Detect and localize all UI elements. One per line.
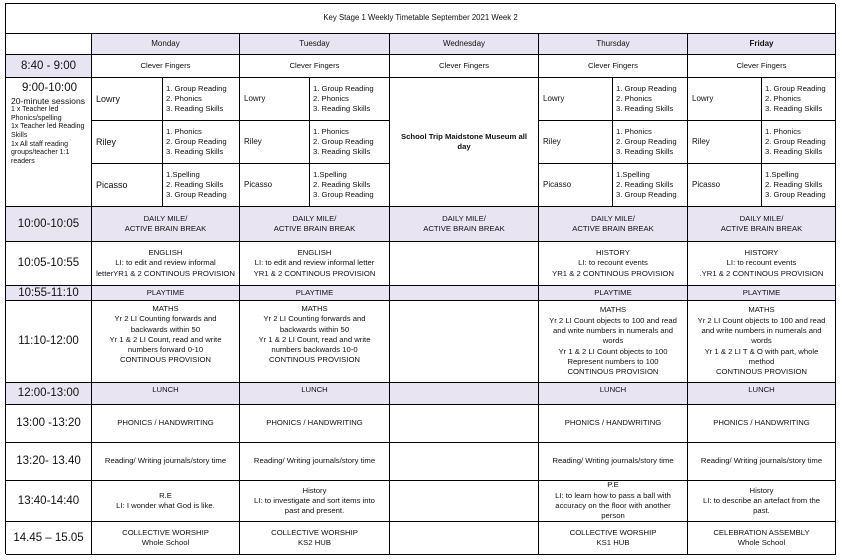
time-slot: 10:55-11:10	[6, 286, 92, 301]
maths-lesson: MATHS Yr 2 LI Count objects to 100 and read and write numbers in numerals and words Yr 1 & 2 LI T & O with part, whole method CONTINOUS PROVISION	[688, 301, 836, 383]
time-slot: 13:00 -13:20	[6, 405, 92, 443]
reading-journals-cell: Reading/ Writing journals/story time	[240, 443, 390, 481]
empty-cell	[390, 522, 539, 555]
session-note: 1x All staff reading groups/teacher 1:1 readers	[11, 140, 70, 165]
english-lesson: ENGLISH LI: to edit and review informal letterYR1 & 2 CONTINOUS PROVISION	[92, 242, 240, 286]
daily-mile-cell: DAILY MILE/ ACTIVE BRAIN BREAK	[390, 207, 539, 242]
phonics-handwriting-cell: PHONICS / HANDWRITING	[240, 405, 390, 443]
empty-cell	[390, 383, 539, 405]
timetable-title: Key Stage 1 Weekly Timetable September 2021 Week 2	[6, 4, 836, 34]
reading-journals-cell: Reading/ Writing journals/story time	[92, 443, 240, 481]
group-activities: 1. Group Reading 2. Phonics 3. Reading Skills	[762, 78, 836, 121]
group-lowry: Lowry	[539, 78, 613, 121]
daily-mile-cell: DAILY MILE/ ACTIVE BRAIN BREAK	[92, 207, 240, 242]
clever-fingers-cell: Clever Fingers	[688, 55, 836, 78]
playtime-cell: PLAYTIME	[539, 286, 688, 301]
history-lesson: History LI: to investigate and sort items into past and present.	[240, 481, 390, 522]
lunch-cell: LUNCH	[92, 383, 240, 405]
worship-cell: COLLECTIVE WORSHIP KS1 HUB	[539, 522, 688, 555]
day-header-tuesday: Tuesday	[240, 34, 390, 55]
group-riley: Riley	[539, 121, 613, 164]
reading-session-time-cell	[6, 78, 92, 207]
history-lesson: HISTORY LI: to recount events .YR1 & 2 CONTINOUS PROVISION	[688, 242, 836, 286]
group-lowry: Lowry	[688, 78, 762, 121]
lunch-cell: LUNCH	[688, 383, 836, 405]
maths-lesson: MATHS Yr 2 LI Counting forwards and backwards within 50 Yr 1 & 2 LI Count, read and write numbers backwards 10-0 CONTINOUS PROVISION	[240, 301, 390, 383]
session-note: 1x Teacher led Reading Skills	[11, 123, 85, 139]
phonics-handwriting-cell: PHONICS / HANDWRITING	[688, 405, 836, 443]
group-activities: 1.Spelling 2. Reading Skills 3. Group Reading	[163, 164, 240, 207]
phonics-handwriting-cell: PHONICS / HANDWRITING	[92, 405, 240, 443]
re-lesson: R.E LI: I wonder what God is like.	[92, 481, 240, 522]
lunch-cell: LUNCH	[240, 383, 390, 405]
phonics-handwriting-cell: PHONICS / HANDWRITING	[539, 405, 688, 443]
group-picasso: Picasso	[240, 164, 310, 207]
group-activities: 1. Group Reading 2. Phonics 3. Reading Skills	[163, 78, 240, 121]
group-activities: 1. Group Reading 2. Phonics 3. Reading Skills	[613, 78, 688, 121]
clever-fingers-cell: Clever Fingers	[390, 55, 539, 78]
time-slot: 10:00-10:05	[6, 207, 92, 242]
maths-lesson: MATHS Yr 2 LI Counting forwards and backwards within 50 Yr 1 & 2 LI Count, read and write numbers forward 0-10 CONTINOUS PROVISION	[92, 301, 240, 383]
playtime-cell: PLAYTIME	[240, 286, 390, 301]
assembly-cell: CELEBRATION ASSEMBLY Whole School	[688, 522, 836, 555]
time-slot: 9:00-10:00	[22, 82, 77, 94]
group-activities: 1. Group Reading 2. Phonics 3. Reading Skills	[310, 78, 390, 121]
time-slot: 13:40-14:40	[6, 481, 92, 522]
clever-fingers-cell: Clever Fingers	[539, 55, 688, 78]
group-activities: 1. Phonics 2. Group Reading 3. Reading Skills	[163, 121, 240, 164]
maths-lesson: MATHS Yr 2 LI Count objects to 100 and read and write numbers in numerals and words Yr 1 & 2 LI Count objects to 100 Represent numbers to 100 CONTINOUS PROVISION	[539, 301, 688, 383]
day-header-thursday: Thursday	[539, 34, 688, 55]
daily-mile-cell: DAILY MILE/ ACTIVE BRAIN BREAK	[240, 207, 390, 242]
group-activities: 1.Spelling 2. Reading Skills 3. Group Reading	[310, 164, 390, 207]
daily-mile-cell: DAILY MILE/ ACTIVE BRAIN BREAK	[539, 207, 688, 242]
group-riley: Riley	[688, 121, 762, 164]
clever-fingers-cell: Clever Fingers	[92, 55, 240, 78]
day-header-wednesday: Wednesday	[390, 34, 539, 55]
reading-journals-cell: Reading/ Writing journals/story time	[539, 443, 688, 481]
history-lesson: History LI: to describe an artefact from the past.	[688, 481, 836, 522]
group-picasso: Picasso	[539, 164, 613, 207]
time-slot: 11:10-12:00	[6, 301, 92, 383]
lunch-cell: LUNCH	[539, 383, 688, 405]
header-blank-cell	[6, 34, 92, 55]
day-header-friday: Friday	[688, 34, 836, 55]
history-lesson: HISTORY LI: to recount events YR1 & 2 CONTINOUS PROVISION	[539, 242, 688, 286]
clever-fingers-cell: Clever Fingers	[240, 55, 390, 78]
group-activities: 1. Phonics 2. Group Reading 3. Reading Skills	[310, 121, 390, 164]
group-lowry: Lowry	[92, 78, 163, 121]
empty-cell	[390, 481, 539, 522]
empty-cell	[390, 242, 539, 286]
reading-journals-cell: Reading/ Writing journals/story time	[688, 443, 836, 481]
worship-cell: COLLECTIVE WORSHIP KS2 HUB	[240, 522, 390, 555]
english-lesson: ENGLISH LI: to edit and review informal letter YR1 & 2 CONTINOUS PROVISION	[240, 242, 390, 286]
session-heading: 20-minute sessions	[11, 96, 86, 106]
playtime-cell: PLAYTIME	[688, 286, 836, 301]
empty-cell	[390, 443, 539, 481]
empty-cell	[390, 405, 539, 443]
group-activities: 1.Spelling 2. Reading Skills 3. Group Reading	[762, 164, 836, 207]
time-slot: 8:40 - 9:00	[6, 55, 92, 78]
group-picasso: Picasso	[688, 164, 762, 207]
daily-mile-cell: DAILY MILE/ ACTIVE BRAIN BREAK	[688, 207, 836, 242]
group-activities: 1.Spelling 2. Reading Skills 3. Group Reading	[613, 164, 688, 207]
pe-lesson: P.E LI: to learn how to pass a ball with accuracy on the floor with another person	[539, 481, 688, 522]
timetable	[5, 3, 835, 554]
school-trip-cell: School Trip Maidstone Museum all day	[390, 78, 539, 207]
empty-cell	[390, 301, 539, 383]
time-slot: 12:00-13:00	[6, 383, 92, 405]
time-slot: 10:05-10:55	[6, 242, 92, 286]
session-note: 1 x Teacher led Phonics/spelling	[11, 106, 62, 122]
group-activities: 1. Phonics 2. Group Reading 3. Reading Skills	[762, 121, 836, 164]
empty-cell	[390, 286, 539, 301]
time-slot: 14.45 – 15.05	[6, 522, 92, 555]
group-activities: 1. Phonics 2. Group Reading 3. Reading Skills	[613, 121, 688, 164]
group-riley: Riley	[92, 121, 163, 164]
playtime-cell: PLAYTIME	[92, 286, 240, 301]
time-slot: 13:20- 13.40	[6, 443, 92, 481]
group-picasso: Picasso	[92, 164, 163, 207]
worship-cell: COLLECTIVE WORSHIP Whole School	[92, 522, 240, 555]
group-riley: Riley	[240, 121, 310, 164]
day-header-monday: Monday	[92, 34, 240, 55]
group-lowry: Lowry	[240, 78, 310, 121]
